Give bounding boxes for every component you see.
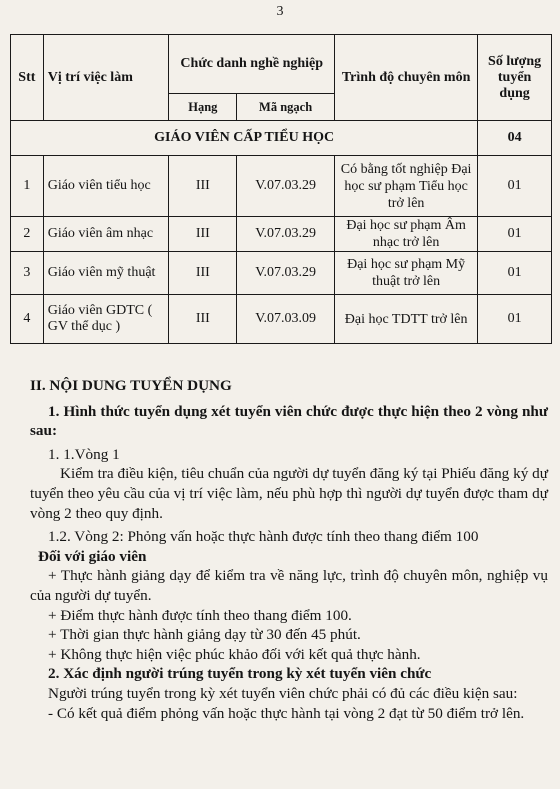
row-code: V.07.03.09 [237, 295, 335, 344]
section-heading: II. NỘI DUNG TUYỂN DỤNG [30, 377, 232, 394]
table-row [11, 295, 552, 344]
table-row [11, 252, 552, 295]
header-position: Vị trí việc làm [43, 35, 169, 121]
row-position: Giáo viên âm nhạc [43, 217, 169, 252]
row-rank: III [169, 252, 237, 295]
row-stt: 2 [11, 217, 44, 252]
condition-1: - Có kết quả điểm phỏng vấn hoặc thực hành tại vòng 2 đạt từ 50 điểm trở lên. [48, 704, 525, 722]
round1-title: 1. 1.Vòng 1 [48, 445, 120, 463]
row-quantity: 01 [478, 252, 552, 295]
round2-title: 1.2. Vòng 2: Phỏng vấn hoặc thực hành được tính theo thang điểm 100 [48, 528, 479, 546]
row-qualification: Có bằng tốt nghiệp Đại học sư phạm Tiểu học trở lên [335, 156, 478, 217]
row-stt: 4 [11, 295, 44, 344]
row-qualification: Đại học sư phạm Âm nhạc trở lên [335, 217, 478, 252]
subheading-2-text: Người trúng tuyển trong kỳ xét tuyển viên chức phải có đủ các điều kiện sau: [48, 684, 518, 702]
row-code: V.07.03.29 [237, 217, 335, 252]
bullet-item: + Điểm thực hành được tính theo thang điểm 100. [48, 606, 352, 624]
row-rank: III [169, 217, 237, 252]
subheading-2: 2. Xác định người trúng tuyển trong kỳ xét tuyển viên chức [48, 665, 432, 683]
row-rank: III [169, 295, 237, 344]
round1-text: Kiểm tra điều kiện, tiêu chuẩn của người dự tuyển đăng ký tại Phiếu đăng ký dự tuyển theo yêu cầu của vị trí việc làm, nếu phù hợp thì người dự tuyển được tham dự vòng 2 theo quy định. [30, 465, 548, 522]
header-title-group: Chức danh nghề nghiệp [169, 35, 335, 94]
row-position: Giáo viên tiểu học [43, 156, 169, 217]
bullet-item: + Thực hành giảng dạy để kiểm tra về năng lực, trình độ chuyên môn, nghiệp vụ của người dự tuyển. [30, 567, 548, 604]
row-rank: III [169, 156, 237, 217]
bullet-item: + Không thực hiện việc phúc khảo đối với kết quả thực hành. [48, 645, 421, 663]
page-number: 3 [276, 4, 284, 19]
teacher-heading: Đối với giáo viên [38, 547, 147, 565]
section-count: 04 [478, 121, 552, 156]
header-rank: Hạng [169, 94, 237, 121]
row-qualification: Đại học sư phạm Mỹ thuật trở lên [335, 252, 478, 295]
bullet-item: + Thời gian thực hành giảng dạy từ 30 đến 45 phút. [48, 626, 361, 644]
table-header-row [11, 35, 552, 94]
header-quantity: Số lượng tuyển dụng [478, 35, 552, 121]
row-stt: 1 [11, 156, 44, 217]
row-quantity: 01 [478, 156, 552, 217]
subheading-1: 1. Hình thức tuyển dụng xét tuyển viên chức được thực hiện theo 2 vòng như sau: [30, 402, 548, 440]
row-quantity: 01 [478, 217, 552, 252]
row-quantity: 01 [478, 295, 552, 344]
row-position: Giáo viên mỹ thuật [43, 252, 169, 295]
row-position: Giáo viên GDTC ( GV thể dục ) [43, 295, 169, 344]
recruitment-content [30, 376, 548, 723]
table-row [11, 156, 552, 217]
header-qualification: Trình độ chuyên môn [335, 35, 478, 121]
row-stt: 3 [11, 252, 44, 295]
table-section-row [11, 121, 552, 156]
header-code: Mã ngạch [237, 94, 335, 121]
header-stt: Stt [11, 35, 44, 121]
table-row [11, 217, 552, 252]
section-label: GIÁO VIÊN CẤP TIỂU HỌC [11, 121, 478, 156]
row-code: V.07.03.29 [237, 252, 335, 295]
recruitment-table [10, 34, 552, 344]
row-code: V.07.03.29 [237, 156, 335, 217]
row-qualification: Đại học TDTT trở lên [335, 295, 478, 344]
